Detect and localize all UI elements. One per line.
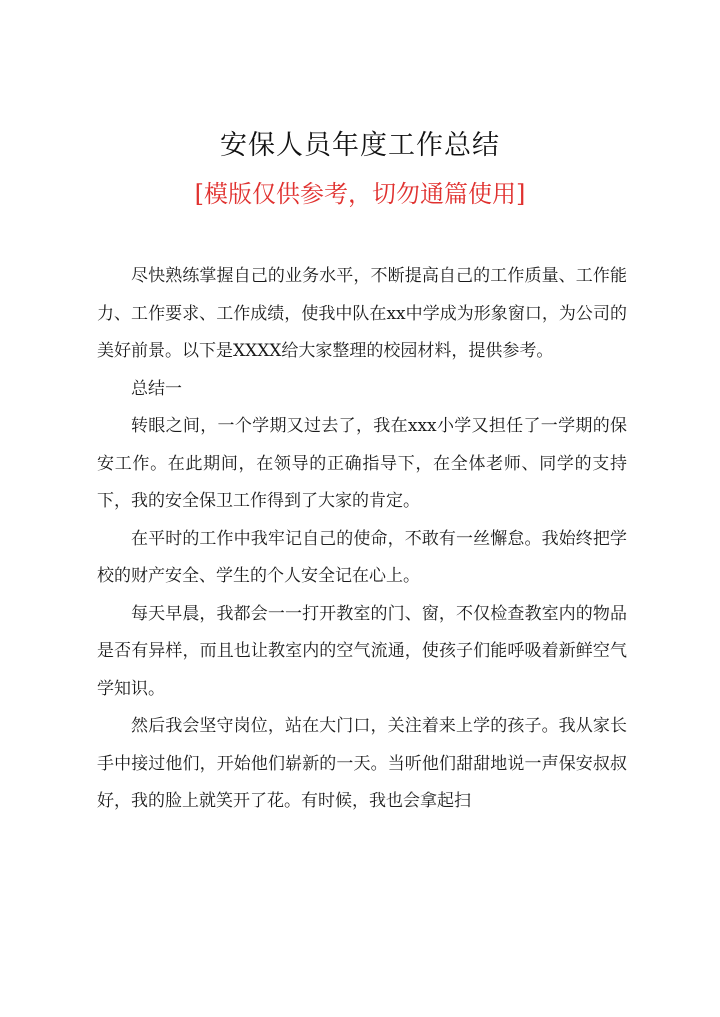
- body-paragraph: 然后我会坚守岗位，站在大门口，关注着来上学的孩子。我从家长手中接过他们，开始他们崭新的一天。当听他们甜甜地说一声保安叔叔好，我的脸上就笑开了花。有时候，我也会拿起扫: [97, 716, 627, 811]
- body-paragraph: 在平时的工作中我牢记自己的使命，不敢有一丝懈怠。我始终把学校的财产安全、学生的个人安全记在心上。: [97, 528, 627, 586]
- document-title: 安保人员年度工作总结: [220, 130, 500, 161]
- section-heading: 总结一: [131, 378, 182, 399]
- body-paragraph: 转眼之间，一个学期又过去了，我在xxx小学又担任了一学期的保安工作。在此期间，在领导的正确指导下，在全体老师、同学的支持下，我的安全保卫工作得到了大家的肯定。: [97, 416, 627, 511]
- document-body: [97, 258, 627, 821]
- template-notice: [模版仅供参考，切勿通篇使用]: [194, 180, 526, 208]
- intro-paragraph: 尽快熟练掌握自己的业务水平，不断提高自己的工作质量、工作能力、工作要求、工作成绩，使我中队在xx中学成为形象窗口，为公司的美好前景。以下是XXXX给大家整理的校园材料，提供参考。: [97, 266, 627, 361]
- body-paragraph: 每天早晨，我都会一一打开教室的门、窗，不仅检查教室内的物品是否有异样，而且也让教室内的空气流通，使孩子们能呼吸着新鲜空气学知识。: [97, 603, 627, 699]
